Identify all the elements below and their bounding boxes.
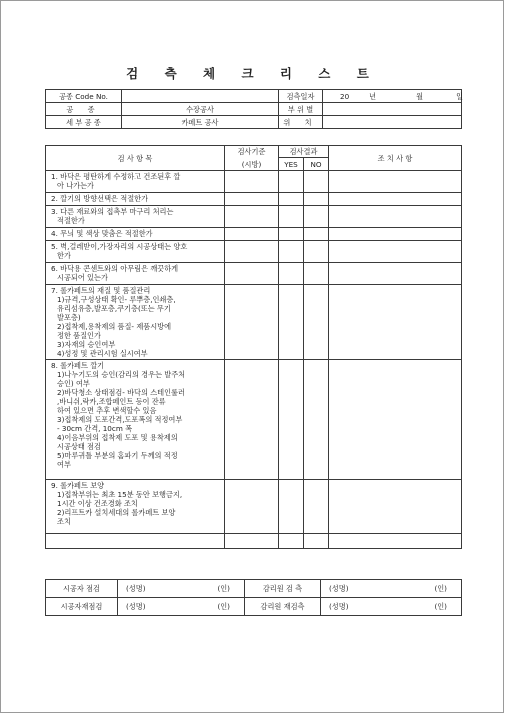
yes-cell[interactable] bbox=[279, 241, 304, 263]
action-cell[interactable] bbox=[329, 360, 462, 480]
header-standard-label: 검사기준 bbox=[237, 147, 266, 156]
check-item-line: 시공되어 있는가 bbox=[57, 273, 108, 282]
check-item-line: 1시간 이상 건조경화 조치 bbox=[57, 499, 138, 508]
check-item-line: 4)이음부위의 접착제 도포 및 용착제의 bbox=[57, 433, 178, 442]
standard-cell[interactable] bbox=[225, 206, 279, 228]
yes-cell[interactable] bbox=[279, 285, 304, 360]
sign-row2-left-field[interactable] bbox=[118, 598, 245, 616]
date-value[interactable] bbox=[323, 90, 462, 103]
position-value[interactable] bbox=[323, 116, 462, 129]
action-cell[interactable] bbox=[329, 171, 462, 193]
seal-marker: (인) bbox=[217, 602, 230, 611]
standard-cell[interactable] bbox=[225, 193, 279, 206]
page-title: 검 측 체 크 리 스 트 bbox=[126, 66, 380, 81]
check-item-line: 2)바닥청소 상태점검- 바닥의 스테인룰러 bbox=[57, 388, 185, 397]
check-item-heading: 8. 롤카페트 깔기 bbox=[51, 361, 105, 370]
check-item bbox=[46, 193, 225, 206]
code-label: 공종 Code No. bbox=[46, 90, 122, 103]
sign-row2-left-label: 시공자재점검 bbox=[46, 598, 118, 616]
no-cell[interactable] bbox=[304, 285, 329, 360]
checklist-row bbox=[46, 263, 462, 285]
name-marker: (성명) bbox=[126, 584, 146, 593]
standard-cell[interactable] bbox=[225, 480, 279, 534]
trade-value[interactable]: 수장공사 bbox=[122, 103, 279, 116]
subtrade-label: 세 부 공 종 bbox=[46, 116, 122, 129]
action-cell[interactable] bbox=[329, 285, 462, 360]
location-value[interactable] bbox=[323, 103, 462, 116]
no-cell[interactable] bbox=[304, 241, 329, 263]
name-marker: (성명) bbox=[329, 584, 349, 593]
yes-cell[interactable] bbox=[279, 263, 304, 285]
yes-cell[interactable] bbox=[279, 480, 304, 534]
signature-table bbox=[45, 579, 462, 616]
check-item-heading: 3. 다른 재료와의 접촉부 마구리 처리는 bbox=[51, 207, 174, 216]
check-item-line: 시공상태 점검 bbox=[57, 442, 101, 451]
check-item bbox=[46, 263, 225, 285]
check-item bbox=[46, 206, 225, 228]
check-item-line: 4)성정 및 관리시험 실시여부 bbox=[57, 349, 148, 358]
check-item-line: 3)자재의 승인여부 bbox=[57, 340, 116, 349]
no-cell[interactable] bbox=[304, 263, 329, 285]
date-day-unit: 일 bbox=[456, 91, 464, 101]
standard-cell[interactable] bbox=[225, 285, 279, 360]
sign-row2-right-label: 감리원 재검측 bbox=[245, 598, 321, 616]
header-item: 검 사 항 목 bbox=[46, 146, 225, 171]
action-cell[interactable] bbox=[329, 241, 462, 263]
check-item-line: 정한 품질인가 bbox=[57, 331, 101, 340]
subtrade-value[interactable]: 카페트 공사 bbox=[122, 116, 279, 129]
yes-cell[interactable] bbox=[279, 228, 304, 241]
check-item-line: 하여 있으면 추후 변색할수 있음 bbox=[57, 406, 157, 415]
action-cell[interactable] bbox=[329, 480, 462, 534]
check-item-heading: 5. 벽,걸레받이,가장자리의 시공상태는 양호 bbox=[51, 242, 188, 251]
sign-row1-right-field[interactable] bbox=[321, 580, 462, 598]
check-item bbox=[46, 480, 225, 534]
action-cell[interactable] bbox=[329, 206, 462, 228]
no-cell[interactable] bbox=[304, 360, 329, 480]
check-item-line: 1)규격,구성상태 확인- 루뿌층,인쇄층, bbox=[57, 295, 176, 304]
checklist-table bbox=[45, 145, 462, 549]
checklist-row bbox=[46, 534, 462, 549]
checklist-row bbox=[46, 193, 462, 206]
date-year: 20 bbox=[340, 91, 350, 101]
standard-cell[interactable] bbox=[225, 241, 279, 263]
no-cell[interactable] bbox=[304, 171, 329, 193]
checklist-row bbox=[46, 206, 462, 228]
check-item bbox=[46, 241, 225, 263]
no-cell[interactable] bbox=[304, 480, 329, 534]
checklist-row bbox=[46, 480, 462, 534]
no-cell[interactable] bbox=[304, 534, 329, 549]
seal-marker: (인) bbox=[217, 584, 230, 593]
check-item-heading: 9. 롤카페트 보양 bbox=[51, 481, 105, 490]
action-cell[interactable] bbox=[329, 228, 462, 241]
check-item-heading: 1. 바닥은 평탄하게 수정하고 건조된후 깔 bbox=[51, 172, 181, 181]
check-item-line: 아 나가는가 bbox=[57, 181, 95, 190]
check-item bbox=[46, 228, 225, 241]
name-marker: (성명) bbox=[126, 602, 146, 611]
check-item-line: 여부 bbox=[57, 460, 71, 469]
info-table bbox=[45, 89, 462, 129]
check-item-line: 발포층) bbox=[57, 313, 81, 322]
check-item-line: 2)리프트카 설치세대의 롤카페트 보양 bbox=[57, 508, 176, 517]
sign-row1-right-label: 감리원 검 측 bbox=[245, 580, 321, 598]
action-cell[interactable] bbox=[329, 193, 462, 206]
checklist-row bbox=[46, 360, 462, 480]
check-item-line: 적절한가 bbox=[57, 216, 85, 225]
date-year-unit: 년 bbox=[369, 91, 377, 101]
checklist-row bbox=[46, 171, 462, 193]
position-label: 위 치 bbox=[279, 116, 323, 129]
check-item bbox=[46, 171, 225, 193]
trade-label: 공 종 bbox=[46, 103, 122, 116]
seal-marker: (인) bbox=[434, 602, 447, 611]
header-result: 검사결과 bbox=[279, 146, 329, 158]
no-cell[interactable] bbox=[304, 193, 329, 206]
header-no: NO bbox=[304, 158, 329, 171]
checklist-rows bbox=[46, 171, 462, 549]
check-item-heading: 2. 깔기의 방향선택은 적절한가 bbox=[51, 194, 149, 203]
check-item-line: ,바니쉬,락카,조합페인트 등이 잔류 bbox=[57, 397, 166, 406]
yes-cell[interactable] bbox=[279, 171, 304, 193]
check-item-line: 1)접착부위는 최초 15분 동안 보행금지, bbox=[57, 490, 183, 499]
check-item bbox=[46, 360, 225, 480]
check-item-line: 승인) 여부 bbox=[57, 379, 90, 388]
yes-cell[interactable] bbox=[279, 534, 304, 549]
standard-cell[interactable] bbox=[225, 360, 279, 480]
code-value[interactable] bbox=[122, 90, 279, 103]
standard-cell[interactable] bbox=[225, 534, 279, 549]
standard-cell[interactable] bbox=[225, 263, 279, 285]
check-item-line: 유리섬유층,발포층,쿠기층(또는 무기 bbox=[57, 304, 171, 313]
date-label: 검측일자 bbox=[279, 90, 323, 103]
header-standard bbox=[225, 146, 279, 171]
date-month-unit: 월 bbox=[416, 91, 424, 101]
header-action: 조 치 사 항 bbox=[329, 146, 462, 171]
check-item-line: 3)접착제의 도포간격,도포폭의 적정여부 bbox=[57, 415, 183, 424]
check-item-line: 5)마루귀틀 부분의 홈파기 두께의 적정 bbox=[57, 451, 178, 460]
action-cell[interactable] bbox=[329, 534, 462, 549]
yes-cell[interactable] bbox=[279, 193, 304, 206]
seal-marker: (인) bbox=[434, 584, 447, 593]
yes-cell[interactable] bbox=[279, 360, 304, 480]
no-cell[interactable] bbox=[304, 206, 329, 228]
sign-row2-right-field[interactable] bbox=[321, 598, 462, 616]
name-marker: (성명) bbox=[329, 602, 349, 611]
check-item-line: 조치 bbox=[57, 517, 71, 526]
action-cell[interactable] bbox=[329, 263, 462, 285]
location-label: 부 위 별 bbox=[279, 103, 323, 116]
check-item-line: - 30cm 간격, 10cm 폭 bbox=[57, 424, 133, 433]
check-item-heading: 7. 롤카페트의 재질 및 품질관리 bbox=[51, 286, 151, 295]
header-yes: YES bbox=[279, 158, 304, 171]
standard-cell[interactable] bbox=[225, 228, 279, 241]
sign-row1-left-field[interactable] bbox=[118, 580, 245, 598]
yes-cell[interactable] bbox=[279, 206, 304, 228]
checklist-row bbox=[46, 285, 462, 360]
sign-row1-left-label: 시공자 점검 bbox=[46, 580, 118, 598]
check-item-heading: 4. 무늬 및 색상 맞춤은 적절한가 bbox=[51, 229, 153, 238]
check-item bbox=[46, 534, 225, 549]
check-item-line: 1)나누기도의 승인(감리의 경우는 발주처 bbox=[57, 370, 186, 379]
standard-cell[interactable] bbox=[225, 171, 279, 193]
header-standard-sub: (시방) bbox=[241, 160, 262, 169]
checklist-row bbox=[46, 241, 462, 263]
checklist-row bbox=[46, 228, 462, 241]
check-item bbox=[46, 285, 225, 360]
no-cell[interactable] bbox=[304, 228, 329, 241]
check-item-line: 2)접착제,용착제의 품질- 제품시방에 bbox=[57, 322, 172, 331]
check-item-heading: 6. 바닥용 콘센트와의 아무림은 깨끗하게 bbox=[51, 264, 179, 273]
check-item-line: 한가 bbox=[57, 251, 71, 260]
